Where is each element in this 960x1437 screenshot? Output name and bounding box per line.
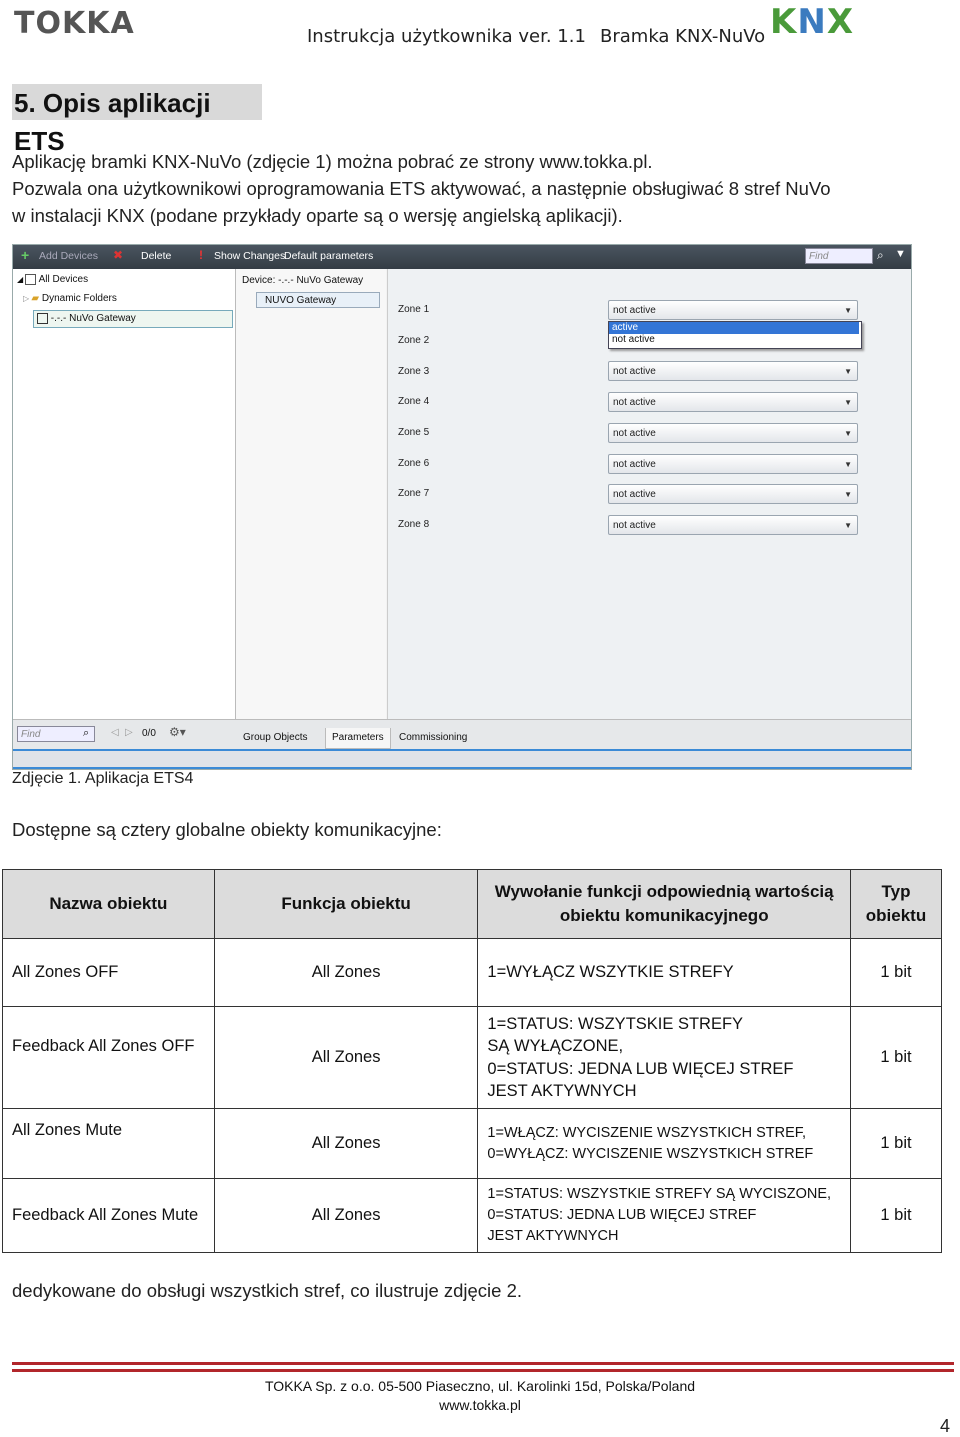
delete-icon: ✖ (113, 248, 124, 262)
zone-5-select[interactable]: not active ▼ (608, 423, 858, 443)
call-line: 0=STATUS: JEDNA LUB WIĘCEJ STREF (487, 1059, 794, 1078)
tree-label: -.-.- NuVo Gateway (50, 313, 136, 324)
call-line: 1=STATUS: WSZYTSKIE STREFY (487, 1014, 744, 1033)
cell-function: All Zones (214, 1179, 478, 1253)
footer-rule (12, 1369, 954, 1372)
table-row (3, 1109, 942, 1179)
bottom-find-input[interactable]: Find (17, 726, 95, 742)
ets-status-bar (13, 749, 911, 769)
zone-8-label: Zone 8 (398, 519, 430, 530)
tree-item-nuvo-gateway[interactable] (33, 310, 233, 328)
cell-name: Feedback All Zones Mute (3, 1179, 215, 1253)
tab-group-objects[interactable]: Group Objects (243, 732, 308, 743)
add-icon: + (21, 247, 30, 263)
folder-icon: ▰ (31, 293, 40, 304)
table-row (3, 1007, 942, 1109)
filter-icon[interactable]: ▼ (895, 248, 906, 260)
closing-text: dedykowane do obsługi wszystkich stref, co ilustruje zdjęcie 2. (12, 1280, 523, 1301)
chevron-down-icon: ▼ (844, 367, 852, 376)
search-icon[interactable]: ⌕ (877, 248, 884, 262)
ets-screenshot (12, 244, 912, 770)
chevron-down-icon: ▼ (844, 429, 852, 438)
page-number: 4 (940, 1416, 951, 1436)
cell-name: Feedback All Zones OFF (3, 1007, 215, 1109)
objects-table (2, 869, 942, 1253)
zone-5-label: Zone 5 (398, 427, 430, 438)
cell-type: 1 bit (851, 939, 942, 1007)
call-line: 1=WŁĄCZ: WYCISZENIE WSZYSTKICH STREF, (487, 1124, 807, 1141)
call-line: 1=STATUS: WSZYSTKIE STREFY SĄ WYCISZONE, (487, 1186, 832, 1202)
header-object-function: Funkcja obiektu (214, 870, 478, 939)
header-object-name: Nazwa obiektu (3, 870, 215, 939)
show-changes-button[interactable]: Show Changes (214, 250, 286, 262)
document-title: Instrukcja użytkownika ver. 1.1 (307, 26, 586, 47)
objects-intro: Dostępne są cztery globalne obiekty komunikacyjne: (12, 819, 442, 840)
zone-6-label: Zone 6 (398, 458, 430, 469)
cell-name: All Zones OFF (3, 939, 215, 1007)
table-row (3, 939, 942, 1007)
zone-2-label: Zone 2 (398, 335, 430, 346)
table-row (3, 1179, 942, 1253)
cell-name: All Zones Mute (3, 1109, 215, 1179)
cell-type: 1 bit (851, 1179, 942, 1253)
intro-line-2: Pozwala ona użytkownikowi oprogramowania ETS aktywować, a następnie obsługiwać 8 stref NuVo (12, 178, 831, 199)
zone-3-select[interactable]: not active ▼ (608, 361, 858, 381)
zone-1-dropdown (608, 321, 862, 349)
ets-bottom-bar (13, 719, 911, 750)
tree-item-all-devices[interactable]: ◢ All Devices (17, 274, 89, 285)
call-line: JEST AKTYWNYCH (487, 1082, 637, 1100)
next-icon[interactable]: ▷ (125, 727, 133, 738)
tree-label: Dynamic Folders (41, 293, 117, 304)
toolbar-find-input[interactable]: Find (805, 248, 873, 264)
warning-icon: ! (199, 248, 203, 262)
zone-3-label: Zone 3 (398, 366, 430, 377)
zone-1-label: Zone 1 (398, 304, 430, 315)
cell-type: 1 bit (851, 1007, 942, 1109)
result-counter: 0/0 (142, 728, 156, 739)
footer-address: TOKKA Sp. z o.o. 05-500 Piaseczno, ul. Karolinki 15d, Polska/Poland (264, 1378, 696, 1394)
product-name: Bramka KNX-NuVo (600, 26, 766, 47)
knx-logo: KNX (770, 2, 855, 42)
ets-toolbar (13, 245, 911, 269)
option-active[interactable]: active (609, 322, 859, 334)
call-line: JEST AKTYWNYCH (487, 1228, 619, 1244)
zone-8-select[interactable]: not active ▼ (608, 515, 858, 535)
chevron-down-icon: ▼ (844, 306, 852, 315)
zone-4-select[interactable]: not active ▼ (608, 392, 858, 412)
tree-label: All Devices (38, 274, 89, 285)
zone-7-select[interactable]: not active ▼ (608, 484, 858, 504)
chevron-down-icon: ▼ (844, 521, 852, 530)
device-item[interactable]: NUVO Gateway (256, 292, 380, 308)
device-pane (236, 269, 386, 719)
chevron-down-icon: ▼ (844, 490, 852, 499)
call-line: SĄ WYŁĄCZONE, (487, 1037, 624, 1055)
device-header: Device: -.-.- NuVo Gateway (242, 275, 364, 286)
footer-rule (12, 1362, 954, 1365)
tokka-logo: TOKKA (14, 6, 135, 41)
device-icon (37, 313, 48, 324)
intro-line-3: w instalacji KNX (podane przykłady oparte są o wersję angielską aplikacji). (12, 205, 623, 226)
cell-call (478, 1179, 851, 1253)
prev-icon[interactable]: ◁ (111, 727, 119, 738)
cell-function: All Zones (214, 1007, 478, 1109)
zone-4-label: Zone 4 (398, 396, 430, 407)
device-tree (13, 269, 236, 719)
intro-line-1: Aplikację bramki KNX-NuVo (zdjęcie 1) można pobrać ze strony www.tokka.pl. (12, 151, 653, 172)
zone-1-select[interactable]: not active ▼ (608, 300, 858, 320)
tab-parameters[interactable]: Parameters (325, 728, 391, 749)
table-header-row (3, 870, 942, 939)
default-parameters-button[interactable]: Default parameters (284, 250, 374, 262)
cell-function: All Zones (214, 1109, 478, 1179)
devices-icon (25, 274, 36, 285)
chevron-down-icon: ▼ (844, 398, 852, 407)
option-not-active[interactable]: not active (612, 334, 655, 345)
call-line: 0=WYŁĄCZ: WYCISZENIE WSZYSTKICH STREF (487, 1145, 814, 1162)
search-icon[interactable]: ⌕ (83, 727, 90, 739)
zone-6-select[interactable]: not active ▼ (608, 454, 858, 474)
delete-button[interactable]: Delete (141, 250, 172, 262)
cell-function: All Zones (214, 939, 478, 1007)
call-line: 0=STATUS: JEDNA LUB WIĘCEJ STREF (487, 1207, 757, 1223)
cell-call: 1=WYŁĄCZ WSZYTKIE STREFY (478, 939, 851, 1007)
add-devices-button[interactable]: Add Devices (39, 250, 98, 262)
cell-type: 1 bit (851, 1109, 942, 1179)
gear-icon[interactable]: ⚙▾ (169, 725, 186, 739)
zone-7-label: Zone 7 (398, 488, 430, 499)
footer-url[interactable]: www.tokka.pl (439, 1397, 521, 1413)
figure-caption: Zdjęcie 1. Aplikacja ETS4 (12, 770, 194, 787)
header-object-type: Typ obiektu (851, 870, 942, 939)
tree-item-dynamic-folders[interactable]: ▷ ▰ Dynamic Folders (23, 293, 117, 304)
cell-call (478, 1109, 851, 1179)
chevron-down-icon: ▼ (844, 460, 852, 469)
tab-commissioning[interactable]: Commissioning (399, 732, 468, 743)
section-title: 5. Opis aplikacji ETS (12, 84, 262, 120)
parameters-pane (387, 269, 912, 719)
cell-call (478, 1007, 851, 1109)
header-function-call: Wywołanie funkcji odpowiednią wartością obiektu komunikacyjnego (478, 870, 851, 939)
